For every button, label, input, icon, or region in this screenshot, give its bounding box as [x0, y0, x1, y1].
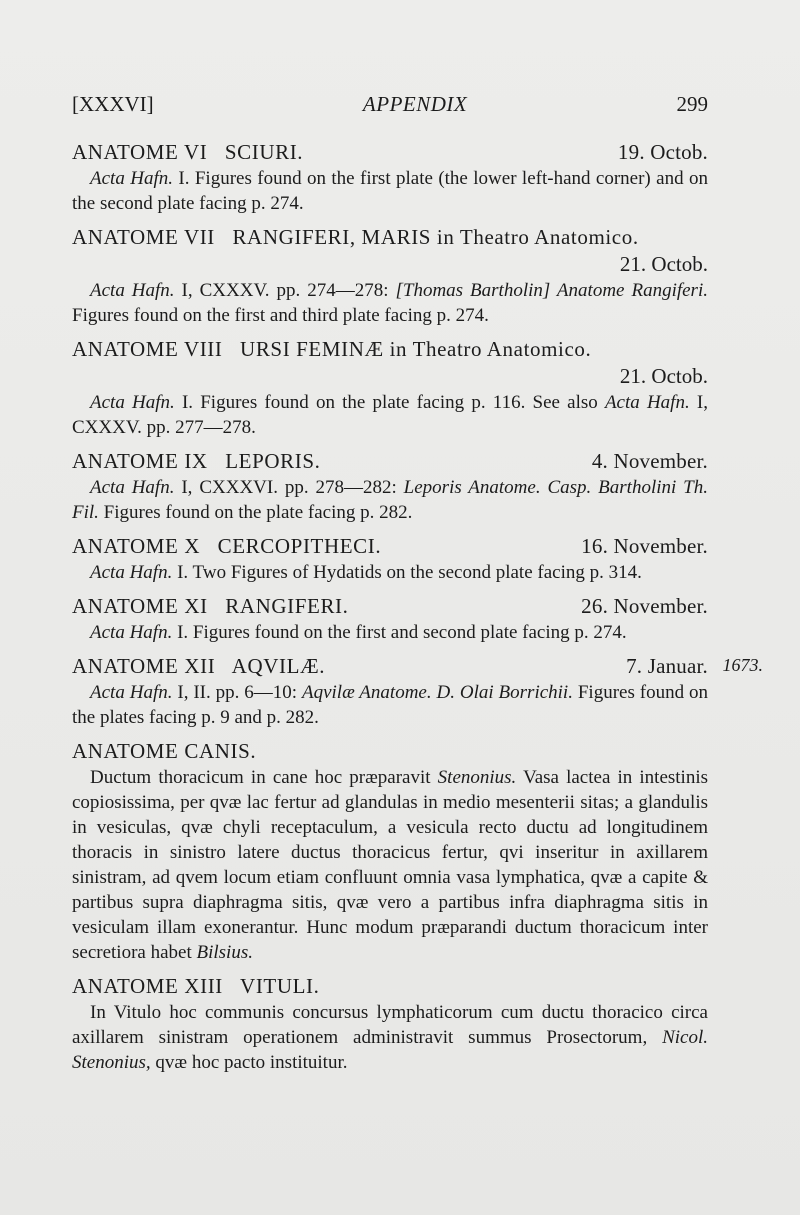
entry-date-line	[72, 251, 708, 278]
entry-date: 16. November.	[581, 534, 708, 558]
entry-body	[72, 765, 708, 965]
italic-text: Acta Hafn.	[90, 280, 175, 301]
italic-text: Acta Hafn.	[90, 562, 173, 583]
body-text: I. Figures found on the plate facing p. 116. See also	[174, 392, 605, 413]
body-text: I. Figures found on the first plate (the lower left-hand corner) and on the second plate facing p. 274.	[72, 168, 708, 214]
body-text: Figures found on the first and third plate facing p. 274.	[72, 305, 489, 326]
body-text: Ductum thoracicum in cane hoc præparavit	[90, 767, 438, 788]
entry-date: 21. Octob.	[619, 252, 708, 276]
italic-text: Acta Hafn.	[90, 477, 175, 498]
body-text: I, CXXXVI. pp. 278—282:	[174, 477, 404, 498]
entry	[72, 738, 708, 965]
body-text: I. Figures found on the first and second plate facing p. 274.	[172, 622, 627, 643]
running-head	[72, 92, 708, 117]
entry-body	[72, 1000, 708, 1075]
entry-body	[72, 475, 708, 525]
italic-text: [Thomas Bartholin] Anatome Rangiferi.	[395, 280, 708, 301]
italic-text: Acta Hafn.	[604, 392, 690, 413]
entry-heading-text: ANATOME X CERCOPITHECI.	[72, 534, 382, 558]
entry-heading	[72, 448, 708, 475]
italic-text: Stenonius.	[437, 767, 517, 788]
entry-heading-text: ANATOME IX LEPORIS.	[72, 449, 321, 473]
entry-heading-text: ANATOME XII AQVILÆ.	[72, 654, 326, 678]
body-text: Figures found on the plate facing p. 282.	[98, 502, 413, 523]
body-text: I. Two Figures of Hydatids on the second plate facing p. 314.	[172, 562, 642, 583]
entry-heading	[72, 973, 708, 1000]
italic-text: Acta Hafn.	[90, 168, 173, 189]
body-text: In Vitulo hoc communis concursus lymphaticorum cum ductu thoracico circa axillarem sinistram operationem administravit summus Prosectorum,	[72, 1002, 708, 1048]
body-text: I, II. pp. 6—10:	[172, 682, 302, 703]
entry-body	[72, 390, 708, 440]
italic-text: Acta Hafn.	[90, 392, 175, 413]
entry-heading	[72, 336, 708, 363]
entry-heading	[72, 593, 708, 620]
margin-year: 1673.	[722, 655, 763, 675]
page-content	[72, 92, 763, 1083]
entry	[72, 593, 708, 645]
entry	[72, 336, 708, 440]
entries-list	[72, 139, 763, 1075]
running-head-title: APPENDIX	[362, 92, 468, 116]
entry-body	[72, 560, 708, 585]
entry-date: 7. Januar.	[626, 654, 708, 678]
entry-heading-text: ANATOME VIII URSI FEMINÆ in Theatro Anatomico.	[72, 337, 592, 361]
entry	[72, 448, 708, 525]
entry-heading	[72, 738, 708, 765]
entry-heading-text: ANATOME VII RANGIFERI, MARIS in Theatro Anatomico.	[72, 225, 639, 249]
entry	[72, 224, 708, 328]
entry-date: 19. Octob.	[617, 140, 708, 164]
entry	[72, 139, 708, 216]
entry	[72, 653, 763, 730]
page-number: 299	[676, 92, 708, 116]
body-text: I, CXXXV. pp. 274—278:	[174, 280, 396, 301]
entry-heading	[72, 653, 708, 680]
entry-body	[72, 680, 708, 730]
italic-text: Aqvilæ Anatome. D. Olai Borrichii.	[301, 682, 573, 703]
entry-heading-text: ANATOME CANIS.	[72, 739, 257, 763]
entry-heading-text: ANATOME XI RANGIFERI.	[72, 594, 349, 618]
body-text: Figures found on the plates facing p. 9 and p. 282.	[72, 682, 708, 728]
entry-heading	[72, 139, 708, 166]
entry-date: 4. November.	[591, 449, 708, 473]
entry	[72, 973, 708, 1075]
italic-text: Leporis Anatome. Casp. Bartholini Th. Fil.	[72, 477, 708, 523]
entry-heading	[72, 224, 708, 251]
entry-heading-text: ANATOME VI SCIURI.	[72, 140, 304, 164]
entry-body	[72, 166, 708, 216]
entry-date: 21. Octob.	[619, 364, 708, 388]
entry	[72, 533, 708, 585]
italic-text: Acta Hafn.	[90, 622, 173, 643]
running-head-left: [XXXVI]	[72, 92, 154, 116]
entry-heading	[72, 533, 708, 560]
entry-body	[72, 620, 708, 645]
body-text: qvæ hoc pacto instituitur.	[150, 1052, 348, 1073]
italic-text: Acta Hafn.	[90, 682, 173, 703]
italic-text: Nicol. Stenonius,	[72, 1027, 708, 1073]
entry-heading-text: ANATOME XIII VITULI.	[72, 974, 320, 998]
entry-date-line	[72, 363, 708, 390]
entry-date: 26. November.	[581, 594, 708, 618]
italic-text: Bilsius.	[196, 942, 253, 963]
body-text: Vasa lactea in intestinis copiosissima, per qvæ lac fertur ad glandulas in medio mesenterii sitas; a glandulis in vesiculas, qvæ chyli receptaculum, a vesicula recto ductu ad longitudinem thoracis in sinistro latere ductus thoracicus fertur, qvi inseritur in axillarem sinistram, ad qvem locum etiam confluunt omnia vasa lymphatica, qvæ a capite & partibus supra diaphragma sitis, qvæ vero a partibus infra diaphragma sitis in vesiculam illam exonerantur. Hunc modum præparandi ductum thoracicum inter secretiora habet	[72, 767, 709, 963]
entry-body	[72, 278, 708, 328]
body-text: I, CXXXV. pp. 277—278.	[72, 392, 708, 438]
